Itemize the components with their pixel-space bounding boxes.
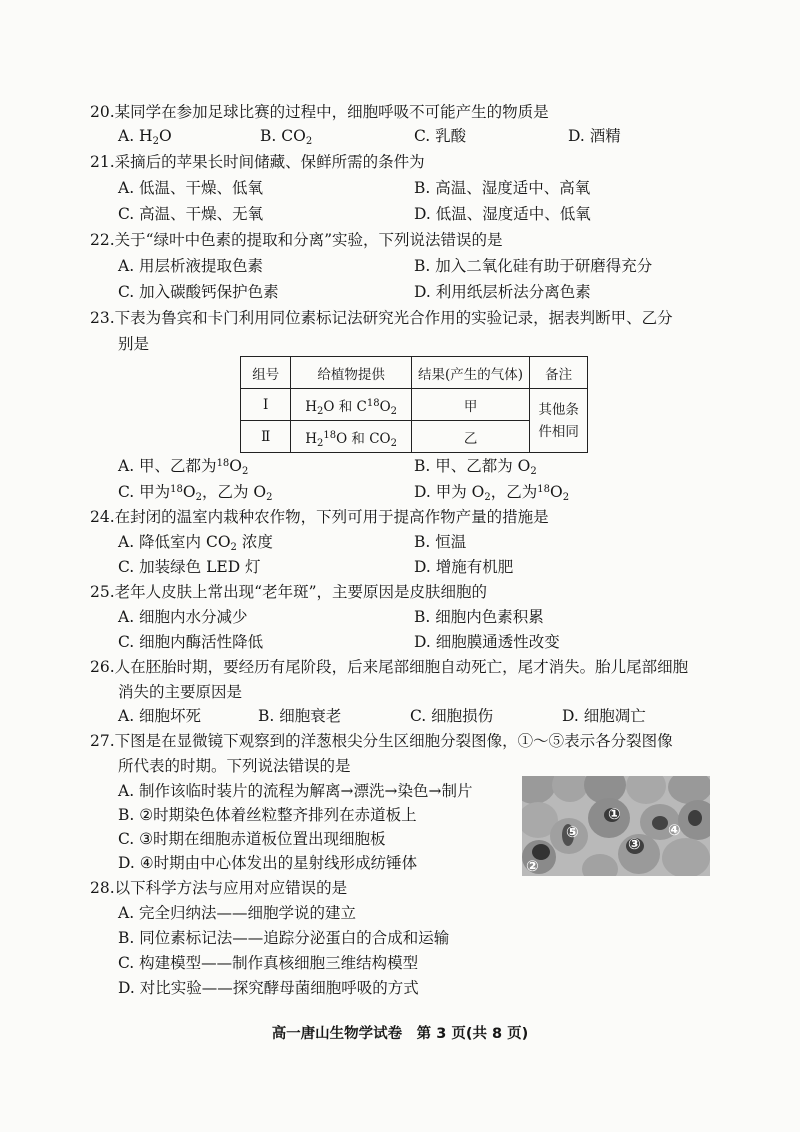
question-26-option-a[interactable]: A. 细胞坏死 [118,707,202,725]
question-20-stem: 20.某同学在参加足球比赛的过程中，细胞呼吸不可能产生的物质是 [90,103,549,121]
micrograph-onion-root-tip [522,776,710,876]
question-22-option-c[interactable]: C. 加入碳酸钙保护色素 [118,283,279,301]
micrograph-mark-4: ④ [668,821,681,839]
question-28-stem: 28.以下科学方法与应用对应错误的是 [90,879,348,897]
question-23-option-b[interactable]: B. 甲、乙都为 $O_2$ [414,457,537,477]
table-header-result: 结果(产生的气体) [411,357,529,389]
question-22-option-b[interactable]: B. 加入二氧化硅有助于研磨得充分 [414,257,653,275]
question-27-option-c[interactable]: C. ③时期在细胞赤道板位置出现细胞板 [118,830,386,848]
question-28-option-b[interactable]: B. 同位素标记法——追踪分泌蛋白的合成和运输 [118,929,450,947]
question-23-option-a[interactable]: A. 甲、乙都为$^{18}O_2$ [118,457,249,477]
question-28-option-d[interactable]: D. 对比实验——探究酵母菌细胞呼吸的方式 [118,979,419,997]
micrograph-mark-3: ③ [628,835,641,853]
table-cell-result: 甲 [411,389,529,421]
question-21-option-b[interactable]: B. 高温、湿度适中、高氧 [414,179,591,197]
table-header-row [241,357,588,389]
page-footer: 高一唐山生物学试卷 第 3 页(共 8 页) [271,1026,529,1042]
table-cell-result: 乙 [411,421,529,453]
question-22-stem: 22.关于“绿叶中色素的提取和分离”实验，下列说法错误的是 [90,231,503,249]
question-26-stem-cont: 消失的主要原因是 [118,683,243,701]
table-cell-group: Ⅰ [241,389,291,421]
table-cell-note: 其他条 件相同 [530,389,588,453]
question-26-option-b[interactable]: B. 细胞衰老 [258,707,342,725]
question-23-option-d[interactable]: D. 甲为 $O_2$，乙为$^{18}O_2$ [414,483,570,503]
question-20-option-a[interactable]: A. $H_2O$ [118,127,172,147]
question-25-option-a[interactable]: A. 细胞内水分减少 [118,608,248,626]
question-21-option-c[interactable]: C. 高温、干燥、无氧 [118,205,264,223]
question-26-stem: 26.人在胚胎时期，要经历有尾阶段，后来尾部细胞自动死亡，尾才消失。胎儿尾部细胞 [90,658,689,676]
question-26-option-c[interactable]: C. 细胞损伤 [410,707,494,725]
table-cell-given: $H_2^{18}O$ 和 $CO_2$ [291,421,411,453]
question-24-stem: 24.在封闭的温室内栽种农作物，下列可用于提高作物产量的措施是 [90,508,549,526]
question-27-stem: 27.下图是在显微镜下观察到的洋葱根尖分生区细胞分裂图像，①～⑤表示各分裂图像 [90,732,673,750]
question-21-stem: 21.采摘后的苹果长时间储藏、保鲜所需的条件为 [90,153,425,171]
question-24-option-c[interactable]: C. 加装绿色 LED 灯 [118,558,261,576]
question-24-option-a[interactable]: A. 降低室内 $CO_2$ 浓度 [118,533,273,553]
question-25-option-b[interactable]: B. 细胞内色素积累 [414,608,544,626]
question-20-option-c[interactable]: C. 乳酸 [414,127,467,145]
experiment-table [240,356,588,453]
question-23-stem-cont: 别是 [118,335,150,353]
question-27-option-d[interactable]: D. ④时期由中心体发出的星射线形成纺锤体 [118,854,418,872]
question-27-option-a[interactable]: A. 制作该临时装片的流程为解离→漂洗→染色→制片 [118,782,473,800]
question-24-option-b[interactable]: B. 恒温 [414,533,467,551]
question-25-stem: 25.老年人皮肤上常出现“老年斑”，主要原因是皮肤细胞的 [90,583,488,601]
question-20-option-d[interactable]: D. 酒精 [568,127,621,145]
question-25-option-d[interactable]: D. 细胞膜通透性改变 [414,633,560,651]
table-cell-group: Ⅱ [241,421,291,453]
question-21-option-a[interactable]: A. 低温、干燥、低氧 [118,179,264,197]
question-20-option-b[interactable]: B. $CO_2$ [260,127,313,147]
question-23-option-c[interactable]: C. 甲为$^{18}O_2$，乙为 $O_2$ [118,483,273,503]
question-21-option-d[interactable]: D. 低温、湿度适中、低氧 [414,205,591,223]
table-header-given: 给植物提供 [291,357,411,389]
table-row [241,389,588,421]
question-22-option-a[interactable]: A. 用层析液提取色素 [118,257,264,275]
question-24-option-d[interactable]: D. 增施有机肥 [414,558,514,576]
micrograph-mark-1: ① [608,805,621,823]
micrograph-mark-5: ⑤ [566,823,579,841]
question-22-option-d[interactable]: D. 利用纸层析法分离色素 [414,283,591,301]
table-header-note: 备注 [530,357,588,389]
question-25-option-c[interactable]: C. 细胞内酶活性降低 [118,633,264,651]
question-27-option-b[interactable]: B. ②时期染色体着丝粒整齐排列在赤道板上 [118,806,417,824]
question-23-stem: 23.下表为鲁宾和卡门利用同位素标记法研究光合作用的实验记录，据表判断甲、乙分 [90,309,673,327]
micrograph-mark-2: ② [526,857,539,875]
question-28-option-a[interactable]: A. 完全归纳法——细胞学说的建立 [118,904,357,922]
question-26-option-d[interactable]: D. 细胞凋亡 [562,707,646,725]
table-cell-given: $H_2O$ 和 $C^{18}O_2$ [291,389,411,421]
question-27-stem-cont: 所代表的时期。下列说法错误的是 [118,757,351,775]
table-header-group: 组号 [241,357,291,389]
question-28-option-c[interactable]: C. 构建模型——制作真核细胞三维结构模型 [118,954,419,972]
